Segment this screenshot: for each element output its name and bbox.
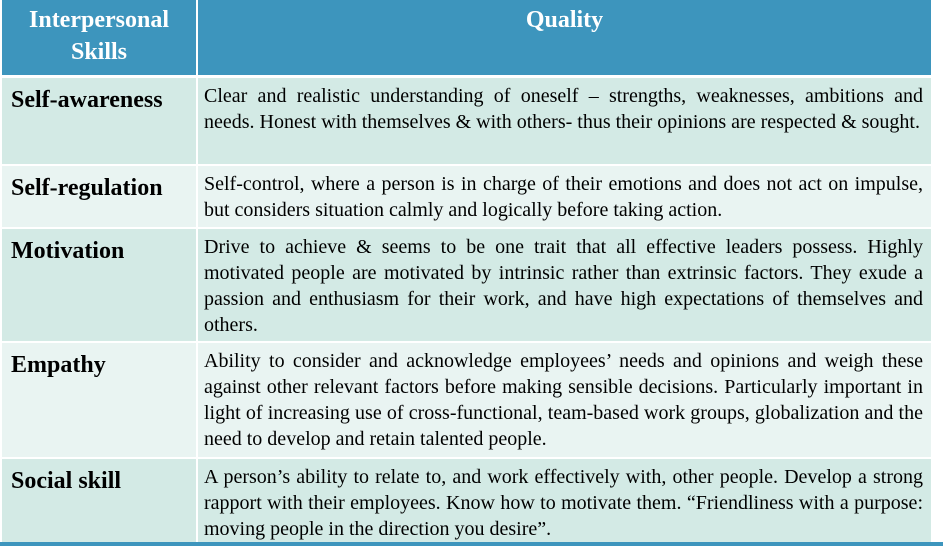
table-row — [2, 342, 931, 458]
interpersonal-skills-table — [2, 0, 931, 548]
table-row — [2, 458, 931, 547]
bottom-border-bar — [0, 542, 943, 546]
skill-empathy: Empathy — [2, 342, 197, 458]
header-quality: Quality — [197, 0, 931, 77]
table-row — [2, 228, 931, 342]
table-header — [2, 0, 931, 77]
table-body — [2, 77, 931, 547]
quality-self-regulation: Self-control, where a person is in charge of their emotions and does not act on impulse, but considers situation calmly and logically before taking action. — [197, 165, 931, 228]
skill-social-skill: Social skill — [2, 458, 197, 547]
quality-empathy: Ability to consider and acknowledge employees’ needs and opinions and weigh these against other relevant factors before making sensible decisions. Particularly important in light of increasing use of cross-functional, team-based work groups, globalization and the need to develop and retain talented people. — [197, 342, 931, 458]
table-row — [2, 165, 931, 228]
skill-self-regulation: Self-regulation — [2, 165, 197, 228]
header-row — [2, 0, 931, 77]
quality-social-skill: A person’s ability to relate to, and work effectively with, other people. Develop a strong rapport with their employees. Know how to motivate them. “Friendliness with a purpose: moving people in the direction you desire”. — [197, 458, 931, 547]
skill-self-awareness: Self-awareness — [2, 77, 197, 165]
table-row — [2, 77, 931, 165]
quality-self-awareness: Clear and realistic understanding of oneself – strengths, weaknesses, ambitions and needs. Honest with themselves & with others- thus their opinions are respected & sought. — [197, 77, 931, 165]
quality-motivation: Drive to achieve & seems to be one trait that all effective leaders possess. Highly motivated people are motivated by intrinsic rather than extrinsic factors. They exude a passion and enthusiasm for their work, and have high expectations of themselves and others. — [197, 228, 931, 342]
skill-motivation: Motivation — [2, 228, 197, 342]
header-skills: Interpersonal Skills — [2, 0, 197, 77]
